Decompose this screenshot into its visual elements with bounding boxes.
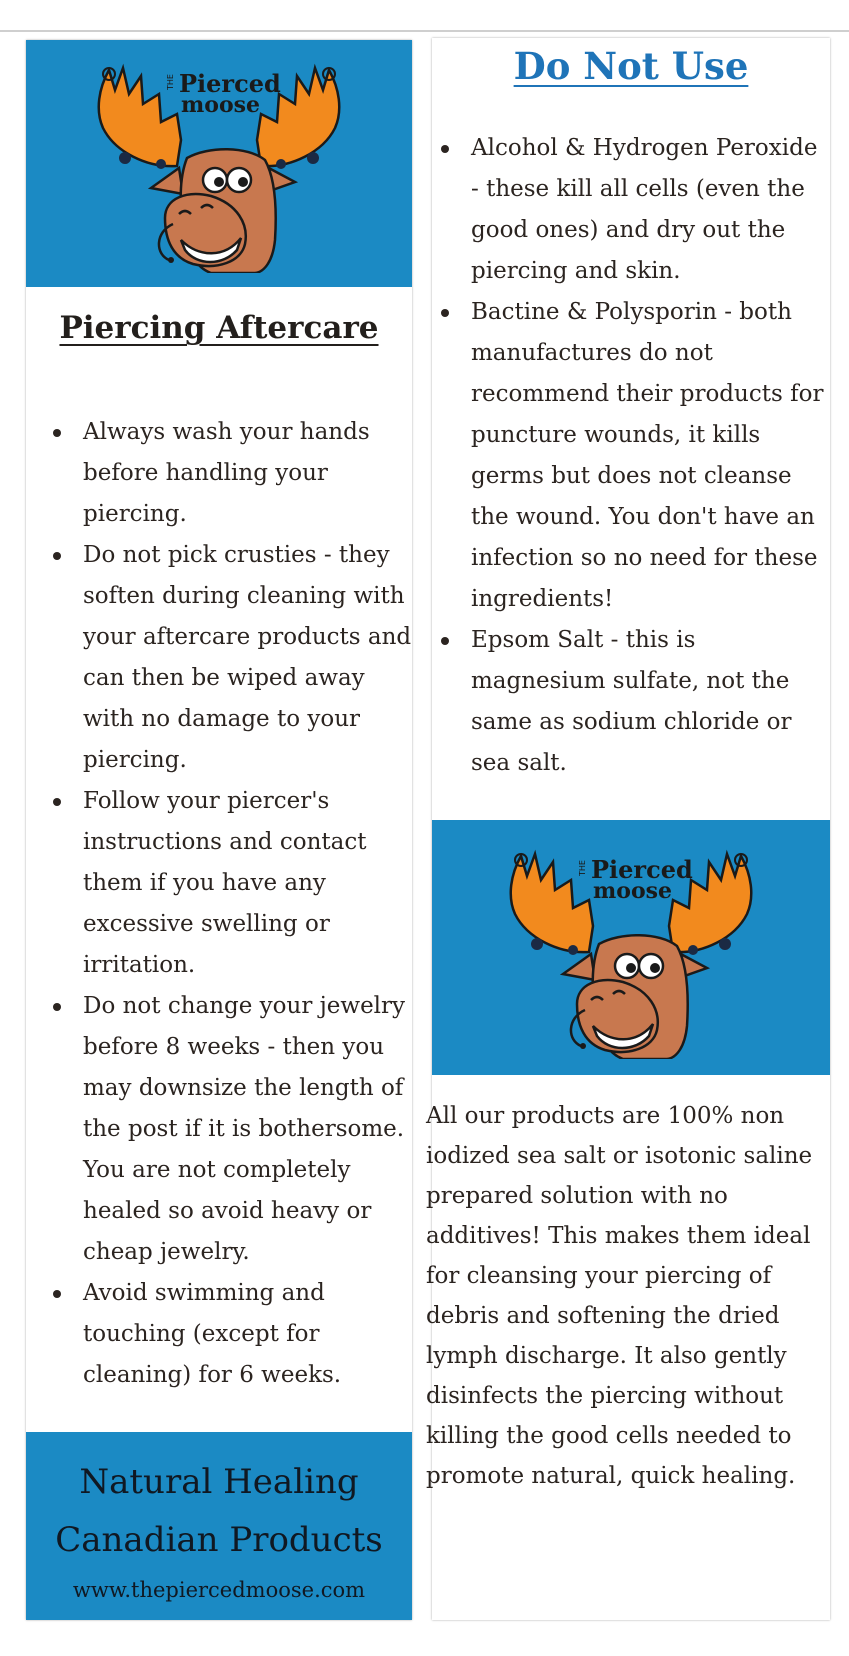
svg-text:Pierced: Pierced	[591, 855, 693, 884]
list-item: Always wash your hands before handling your piercing.	[50, 412, 412, 535]
svg-text:moose: moose	[593, 878, 673, 904]
do-not-use-bookmark	[426, 38, 830, 1620]
list-item: Follow your piercer's instructions and contact them if you have any excessive swelling or irritation.	[50, 781, 412, 986]
aftercare-bookmark	[26, 40, 412, 1620]
list-item: Alcohol & Hydrogen Peroxide - these kill all cells (even the good ones) and dry out the piercing and skin.	[438, 128, 830, 292]
tagline-line1: Natural Healing	[79, 1462, 359, 1502]
do-not-use-list	[438, 128, 830, 784]
page-title: Piercing Aftercare	[59, 310, 379, 346]
svg-text:THE: THE	[166, 74, 175, 90]
svg-text:Pierced: Pierced	[179, 69, 281, 98]
list-item: Do not change your jewelry before 8 weeks - then you may downsize the length of the post if it is bothersome. You are not completely healed so avoid heavy or cheap jewelry.	[50, 986, 412, 1273]
pierced-moose-logo	[481, 834, 781, 1059]
logo-banner	[432, 820, 830, 1075]
list-item: Do not pick crusties - they soften during cleaning with your aftercare products and can then be wiped away with no damage to your piercing.	[50, 535, 412, 781]
products-description: All our products are 100% non iodized sea salt or isotonic saline prepared solution with no additives! This makes them ideal for cleansing your piercing of debris and softening the dried lymph discharge. It also gently disinfects the piercing without killing the good cells needed to promote natural, quick healing.	[426, 1103, 813, 1489]
list-item: Bactine & Polysporin - both manufactures do not recommend their products for puncture wounds, it kills germs but does not cleanse the wound. You don't have an infection so no need for these ingredients!	[438, 292, 830, 620]
aftercare-list	[50, 412, 412, 1396]
list-item: Epsom Salt - this is magnesium sulfate, not the same as sodium chloride or sea salt.	[438, 620, 830, 784]
website-link[interactable]: www.thepiercedmoose.com	[72, 1578, 366, 1602]
svg-text:moose: moose	[181, 92, 261, 118]
logo-banner	[26, 40, 412, 287]
footer-banner	[26, 1432, 412, 1620]
list-item: Avoid swimming and touching (except for cleaning) for 6 weeks.	[50, 1273, 412, 1396]
scanner-edge	[0, 30, 849, 32]
pierced-moose-logo	[69, 48, 369, 273]
tagline-line2: Canadian Products	[55, 1520, 383, 1560]
section-title: Do Not Use	[513, 44, 749, 88]
svg-text:THE: THE	[578, 860, 587, 876]
